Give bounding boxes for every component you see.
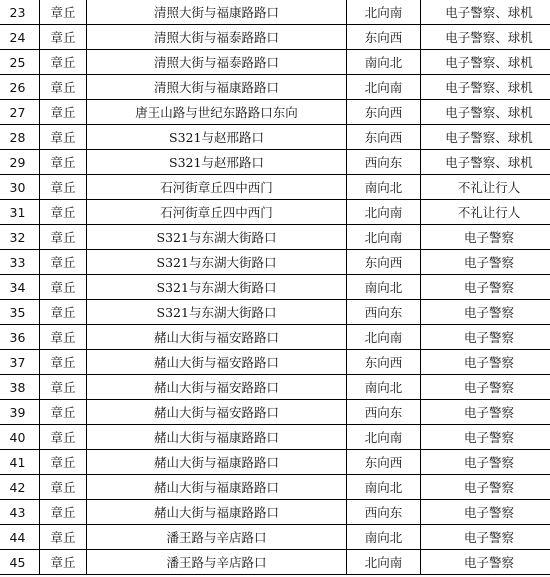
district-cell: 章丘 <box>40 275 87 300</box>
row-number-cell: 42 <box>0 475 40 500</box>
equipment-cell: 电子警察 <box>421 275 550 300</box>
district-cell: 章丘 <box>40 175 87 200</box>
row-number-cell: 25 <box>0 50 40 75</box>
equipment-cell: 电子警察、球机 <box>421 50 550 75</box>
table-row <box>0 175 550 200</box>
direction-cell: 东向西 <box>347 350 421 375</box>
location-cell: 赭山大街与福安路路口 <box>87 325 347 350</box>
row-number-cell: 40 <box>0 425 40 450</box>
row-number-cell: 44 <box>0 525 40 550</box>
row-number-cell: 32 <box>0 225 40 250</box>
row-number-cell: 41 <box>0 450 40 475</box>
row-number-cell: 29 <box>0 150 40 175</box>
row-number-cell: 24 <box>0 25 40 50</box>
district-cell: 章丘 <box>40 400 87 425</box>
direction-cell: 北向南 <box>347 75 421 100</box>
direction-cell: 东向西 <box>347 450 421 475</box>
location-cell: 清照大街与福泰路路口 <box>87 25 347 50</box>
location-cell: 清照大街与福康路路口 <box>87 0 347 25</box>
table-row <box>0 75 550 100</box>
direction-cell: 西向东 <box>347 500 421 525</box>
equipment-cell: 电子警察 <box>421 525 550 550</box>
table-row <box>0 100 550 125</box>
direction-cell: 东向西 <box>347 125 421 150</box>
equipment-cell: 不礼让行人 <box>421 200 550 225</box>
location-cell: 清照大街与福泰路路口 <box>87 50 347 75</box>
equipment-cell: 电子警察、球机 <box>421 150 550 175</box>
equipment-cell: 不礼让行人 <box>421 175 550 200</box>
district-cell: 章丘 <box>40 25 87 50</box>
table-row <box>0 475 550 500</box>
location-cell: S321与东湖大街路口 <box>87 300 347 325</box>
equipment-cell: 电子警察 <box>421 325 550 350</box>
table-row <box>0 275 550 300</box>
direction-cell: 南向北 <box>347 175 421 200</box>
table-row <box>0 500 550 525</box>
equipment-cell: 电子警察、球机 <box>421 0 550 25</box>
row-number-cell: 36 <box>0 325 40 350</box>
district-cell: 章丘 <box>40 500 87 525</box>
district-cell: 章丘 <box>40 75 87 100</box>
row-number-cell: 43 <box>0 500 40 525</box>
location-cell: 赭山大街与福康路路口 <box>87 500 347 525</box>
district-cell: 章丘 <box>40 475 87 500</box>
district-cell: 章丘 <box>40 300 87 325</box>
location-cell: S321与东湖大街路口 <box>87 275 347 300</box>
location-cell: 赭山大街与福安路路口 <box>87 400 347 425</box>
direction-cell: 西向东 <box>347 150 421 175</box>
equipment-cell: 电子警察 <box>421 400 550 425</box>
table-row <box>0 350 550 375</box>
equipment-cell: 电子警察 <box>421 500 550 525</box>
direction-cell: 北向南 <box>347 0 421 25</box>
location-cell: 清照大街与福康路路口 <box>87 75 347 100</box>
table-row <box>0 400 550 425</box>
equipment-cell: 电子警察 <box>421 450 550 475</box>
table-row <box>0 450 550 475</box>
table-row <box>0 250 550 275</box>
equipment-cell: 电子警察 <box>421 225 550 250</box>
location-cell: 唐王山路与世纪东路路口东向 <box>87 100 347 125</box>
location-cell: 赭山大街与福康路路口 <box>87 475 347 500</box>
equipment-cell: 电子警察、球机 <box>421 25 550 50</box>
direction-cell: 南向北 <box>347 375 421 400</box>
district-cell: 章丘 <box>40 525 87 550</box>
row-number-cell: 34 <box>0 275 40 300</box>
district-cell: 章丘 <box>40 225 87 250</box>
row-number-cell: 33 <box>0 250 40 275</box>
district-cell: 章丘 <box>40 425 87 450</box>
table-row <box>0 550 550 575</box>
location-cell: 潘王路与辛店路口 <box>87 550 347 575</box>
row-number-cell: 27 <box>0 100 40 125</box>
direction-cell: 东向西 <box>347 250 421 275</box>
district-cell: 章丘 <box>40 450 87 475</box>
table-row <box>0 150 550 175</box>
location-cell: S321与东湖大街路口 <box>87 225 347 250</box>
location-cell: 潘王路与辛店路口 <box>87 525 347 550</box>
row-number-cell: 28 <box>0 125 40 150</box>
row-number-cell: 39 <box>0 400 40 425</box>
row-number-cell: 35 <box>0 300 40 325</box>
location-cell: 赭山大街与福安路路口 <box>87 350 347 375</box>
equipment-cell: 电子警察、球机 <box>421 125 550 150</box>
district-cell: 章丘 <box>40 0 87 25</box>
equipment-cell: 电子警察 <box>421 475 550 500</box>
direction-cell: 南向北 <box>347 50 421 75</box>
equipment-cell: 电子警察 <box>421 425 550 450</box>
direction-cell: 南向北 <box>347 275 421 300</box>
location-cell: S321与东湖大街路口 <box>87 250 347 275</box>
table-row <box>0 25 550 50</box>
direction-cell: 北向南 <box>347 225 421 250</box>
equipment-cell: 电子警察 <box>421 375 550 400</box>
direction-cell: 北向南 <box>347 200 421 225</box>
table-row <box>0 50 550 75</box>
table-row <box>0 200 550 225</box>
table-row <box>0 0 550 25</box>
table-row <box>0 425 550 450</box>
equipment-cell: 电子警察 <box>421 550 550 575</box>
row-number-cell: 26 <box>0 75 40 100</box>
row-number-cell: 30 <box>0 175 40 200</box>
direction-cell: 北向南 <box>347 325 421 350</box>
direction-cell: 北向南 <box>347 425 421 450</box>
district-cell: 章丘 <box>40 250 87 275</box>
district-cell: 章丘 <box>40 150 87 175</box>
location-cell: 赭山大街与福安路路口 <box>87 375 347 400</box>
direction-cell: 北向南 <box>347 550 421 575</box>
row-number-cell: 37 <box>0 350 40 375</box>
direction-cell: 南向北 <box>347 475 421 500</box>
district-cell: 章丘 <box>40 350 87 375</box>
location-cell: 赭山大街与福康路路口 <box>87 450 347 475</box>
district-cell: 章丘 <box>40 375 87 400</box>
table-row <box>0 225 550 250</box>
district-cell: 章丘 <box>40 325 87 350</box>
location-cell: S321与赵邢路口 <box>87 150 347 175</box>
table-row <box>0 325 550 350</box>
row-number-cell: 31 <box>0 200 40 225</box>
location-cell: 石河街章丘四中西门 <box>87 200 347 225</box>
location-cell: 石河街章丘四中西门 <box>87 175 347 200</box>
direction-cell: 东向西 <box>347 25 421 50</box>
equipment-cell: 电子警察、球机 <box>421 75 550 100</box>
district-cell: 章丘 <box>40 125 87 150</box>
equipment-cell: 电子警察 <box>421 350 550 375</box>
table-row <box>0 300 550 325</box>
direction-cell: 西向东 <box>347 400 421 425</box>
direction-cell: 东向西 <box>347 100 421 125</box>
district-cell: 章丘 <box>40 550 87 575</box>
table-row <box>0 525 550 550</box>
equipment-cell: 电子警察、球机 <box>421 100 550 125</box>
equipment-cell: 电子警察 <box>421 300 550 325</box>
equipment-cell: 电子警察 <box>421 250 550 275</box>
district-cell: 章丘 <box>40 200 87 225</box>
direction-cell: 南向北 <box>347 525 421 550</box>
direction-cell: 西向东 <box>347 300 421 325</box>
district-cell: 章丘 <box>40 50 87 75</box>
row-number-cell: 23 <box>0 0 40 25</box>
table-row <box>0 125 550 150</box>
row-number-cell: 38 <box>0 375 40 400</box>
row-number-cell: 45 <box>0 550 40 575</box>
location-cell: 赭山大街与福康路路口 <box>87 425 347 450</box>
district-cell: 章丘 <box>40 100 87 125</box>
location-cell: S321与赵邢路口 <box>87 125 347 150</box>
table-row <box>0 375 550 400</box>
